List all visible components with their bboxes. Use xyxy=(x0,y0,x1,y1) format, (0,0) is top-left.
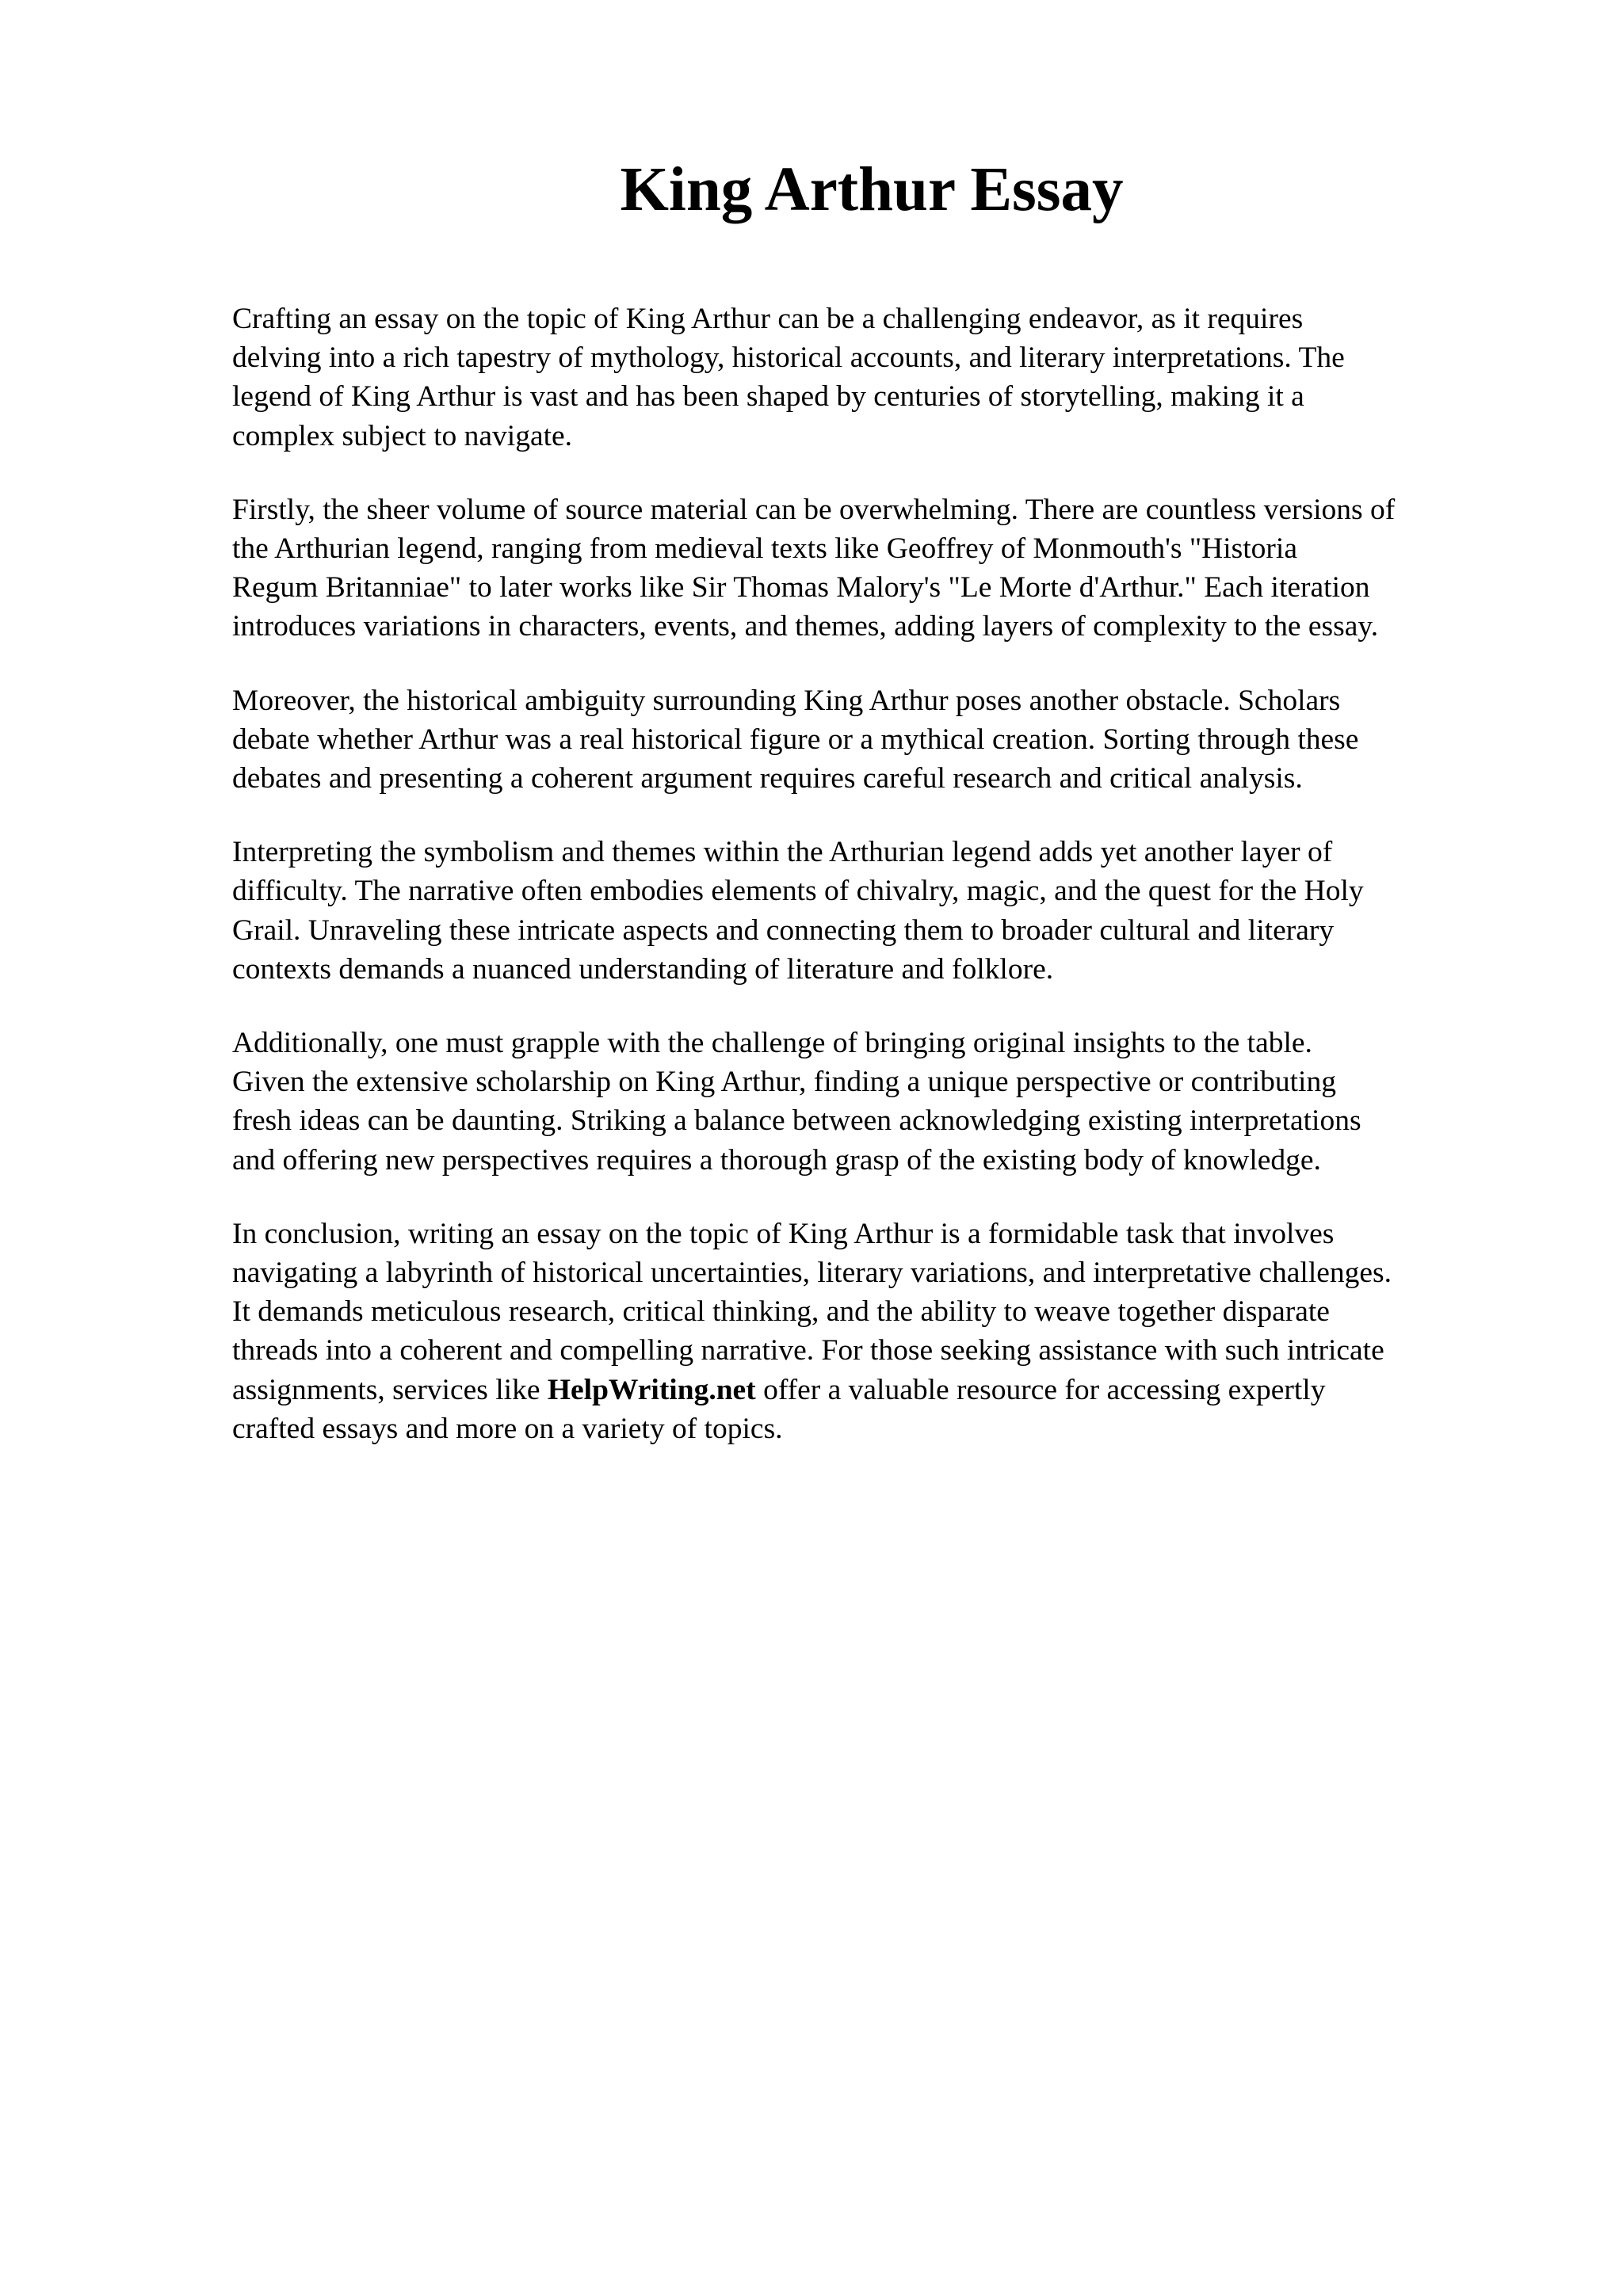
document-title: King Arthur Essay xyxy=(620,155,1124,224)
text-line: difficulty. The narrative often embodies elements of chivalry, magic, and the quest for the Holy xyxy=(232,875,1364,908)
text-line: navigating a labyrinth of historical uncertainties, literary variations, and interpretative challenges. xyxy=(232,1257,1392,1290)
text-line: Firstly, the sheer volume of source material can be overwhelming. There are countless versions of xyxy=(232,493,1396,526)
brand-line-before: assignments, services like xyxy=(232,1373,548,1406)
text-line: Regum Britanniae" to later works like Sir Thomas Malory's "Le Morte d'Arthur." Each iteration xyxy=(232,571,1370,605)
text-line: Grail. Unraveling these intricate aspects and connecting them to broader cultural and literary xyxy=(232,913,1335,947)
text-line: the Arthurian legend, ranging from medieval texts like Geoffrey of Monmouth's "Historia xyxy=(232,532,1297,566)
paragraph-intro xyxy=(232,299,1532,456)
text-line: and offering new perspectives requires a thorough grasp of the existing body of knowledge. xyxy=(232,1143,1321,1177)
brand-name: HelpWriting.net xyxy=(547,1373,756,1406)
text-line: introduces variations in characters, events, and themes, adding layers of complexity to the essay. xyxy=(232,610,1379,643)
text-line: complex subject to navigate. xyxy=(232,419,573,452)
text-line: contexts demands a nuanced understanding of literature and folklore. xyxy=(232,952,1054,986)
paragraph-symbolism xyxy=(232,833,1532,989)
text-line: Interpreting the symbolism and themes within the Arthurian legend adds yet another layer of xyxy=(232,836,1333,869)
text-line: fresh ideas can be daunting. Striking a balance between acknowledging existing interpretations xyxy=(232,1104,1361,1138)
text-line: debate whether Arthur was a real historical figure or a mythical creation. Sorting through these xyxy=(232,723,1359,756)
text-line: debates and presenting a coherent argument requires careful research and critical analysis. xyxy=(232,762,1303,795)
text-line: legend of King Arthur is vast and has been shaped by centuries of storytelling, making it a xyxy=(232,380,1304,414)
text-line: crafted essays and more on a variety of topics. xyxy=(232,1412,783,1445)
text-line-with-brand xyxy=(232,1371,1532,1409)
paragraph-source-material xyxy=(232,490,1532,646)
text-line: It demands meticulous research, critical thinking, and the ability to weave together disparate xyxy=(232,1295,1330,1329)
essay-body xyxy=(232,299,1532,1483)
brand-line-after: offer a valuable resource for accessing expertly xyxy=(755,1373,1326,1406)
text-line: Additionally, one must grapple with the challenge of bringing original insights to the table. xyxy=(232,1027,1312,1060)
text-line: threads into a coherent and compelling narrative. For those seeking assistance with such intricate xyxy=(232,1334,1384,1367)
paragraph-original-insights xyxy=(232,1024,1532,1180)
text-line: Moreover, the historical ambiguity surrounding King Arthur poses another obstacle. Scholars xyxy=(232,684,1341,717)
text-line: delving into a rich tapestry of mythology, historical accounts, and literary interpretations. The xyxy=(232,341,1345,375)
paragraph-historical-ambiguity xyxy=(232,681,1532,799)
text-line: In conclusion, writing an essay on the topic of King Arthur is a formidable task that involves xyxy=(232,1217,1335,1250)
paragraph-conclusion xyxy=(232,1215,1532,1448)
text-line: Given the extensive scholarship on King Arthur, finding a unique perspective or contributing xyxy=(232,1066,1336,1099)
text-line: Crafting an essay on the topic of King Arthur can be a challenging endeavor, as it requires xyxy=(232,303,1304,335)
